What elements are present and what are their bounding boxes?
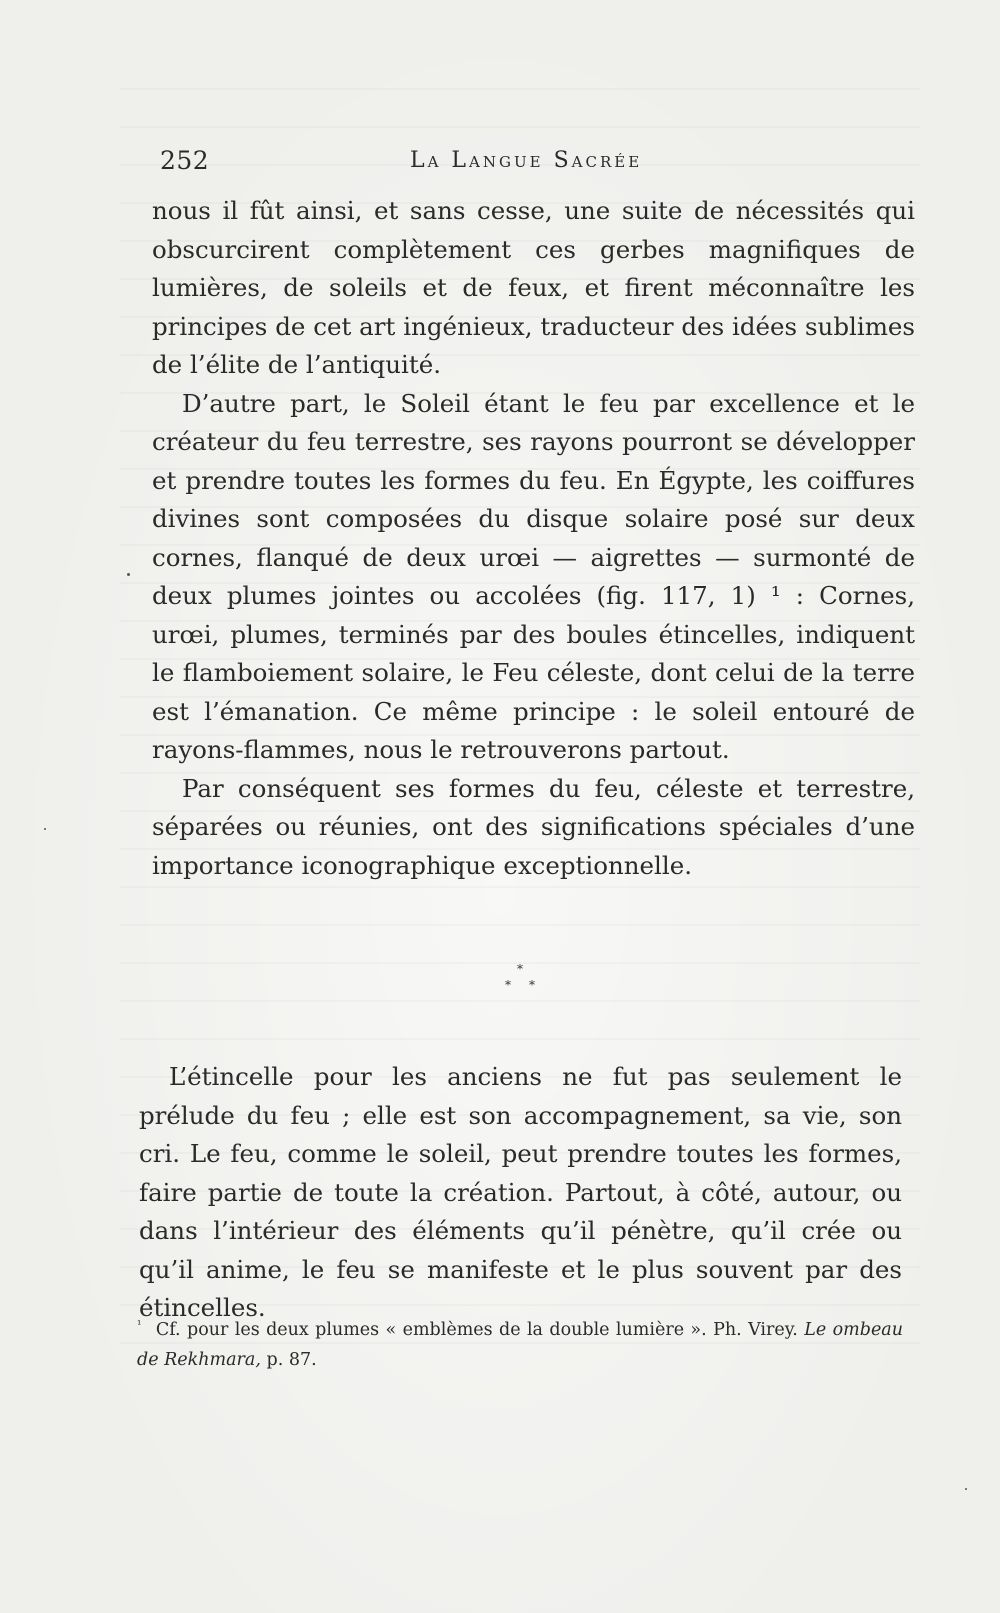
paragraph-continuation: nous il fût ainsi, et sans cesse, une suite de nécessités qui obscurcirent complètement ces gerbes magnifiques de lumières, de soleils et de feux, et firent méconnaître les principes de cet art ingénieux, traducteur des idées sublimes de l’élite de l’antiquité. bbox=[152, 196, 915, 379]
section-separator bbox=[505, 963, 545, 999]
page-number: 252 bbox=[160, 146, 210, 175]
separator-star: * bbox=[517, 962, 523, 976]
print-fleck bbox=[127, 573, 130, 576]
footnote-text: Cf. pour les deux plumes « emblèmes de la double lumière ». Ph. Virey. bbox=[155, 1319, 798, 1340]
footnote-page-ref: p. 87. bbox=[266, 1349, 317, 1370]
separator-star: * bbox=[505, 978, 511, 992]
separator-star: * bbox=[529, 978, 535, 992]
paragraph-etincelle: L’étincelle pour les anciens ne fut pas seulement le prélude du feu ; elle est son accompagnement, sa vie, son cri. Le feu, comme le soleil, peut prendre toutes les formes, faire partie de toute la création. Partout, à côté, autour, ou dans l’intérieur des éléments qu’il pénètre, qu’il crée ou qu’il anime, le feu se manifeste et le plus souvent par des étincelles. bbox=[139, 1062, 902, 1322]
paragraph-formes-du-feu: Par conséquent ses formes du feu, céleste et terrestre, séparées ou réunies, ont des significations spéciales d’une importance iconographique exceptionnelle. bbox=[152, 773, 915, 880]
footnote-marker: ¹ bbox=[137, 1318, 142, 1331]
paragraph-soleil: D’autre part, le Soleil étant le feu par excellence et le créateur du feu terrestre, ses rayons pourront se développer et prendre toutes les formes du feu. En Égypte, les coiffures divines sont composées du disque solaire posé sur deux cornes, flanqué de deux urœi — aigrettes — surmonté de deux plumes jointes ou accolées (fig. 117, 1) ¹ : Cornes, urœi, plumes, terminés par des boules étincelles, indiquent le flamboiement solaire, le Feu céleste, dont celui de la terre est l’émanation. Ce même principe : le soleil entouré de rayons-flammes, nous le retrouverons partout. bbox=[152, 388, 915, 764]
print-fleck bbox=[965, 1488, 967, 1490]
footnote bbox=[137, 1310, 903, 1375]
footnote-title: Le ombeau de Rekhmara, bbox=[137, 1319, 903, 1370]
running-title: La Langue Sacrée bbox=[410, 148, 643, 173]
running-head bbox=[160, 146, 680, 180]
print-fleck bbox=[44, 828, 46, 830]
main-text bbox=[152, 192, 915, 885]
section-etincelle bbox=[139, 1058, 902, 1328]
